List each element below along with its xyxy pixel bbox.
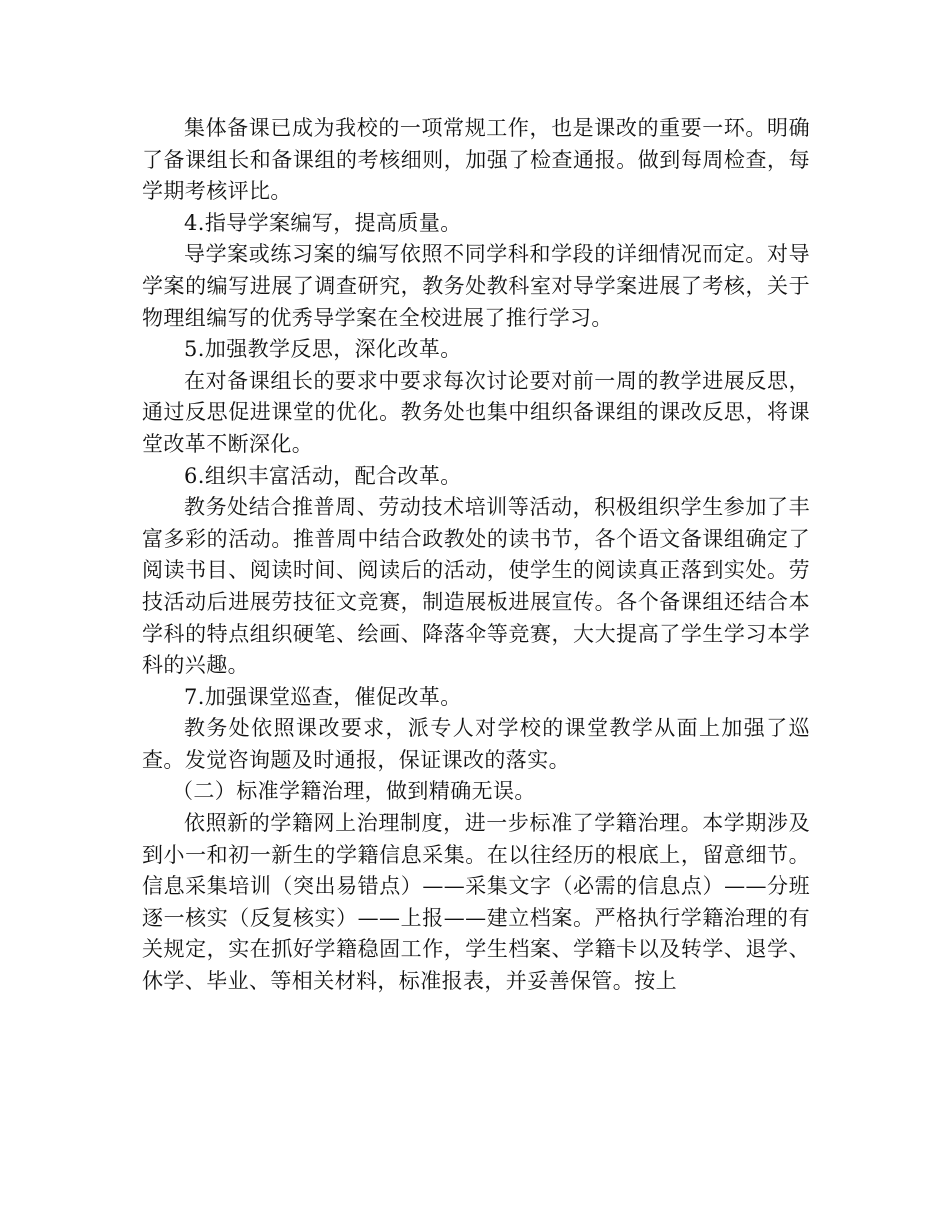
- paragraph-study-guide: 导学案或练习案的编写依照不同学科和学段的详细情况而定。对导学案的编写进展了调查研究，教务处教科室对导学案进展了考核，关于物理组编写的优秀导学案在全校进展了推行学习。: [142, 242, 810, 330]
- heading-item-5: 5.加强教学反思，深化改革。: [184, 337, 462, 362]
- heading-section-2: （二）标准学籍治理，做到精确无误。: [172, 779, 536, 804]
- paragraph-teaching-reflection: 在对备课组长的要求中要求每次讨论要对前一周的教学进展反思，通过反思促进课堂的优化。教务处也集中组织备课组的课改反思，将课堂改革不断深化。: [142, 368, 810, 456]
- heading-item-4: 4.指导学案编写，提高质量。: [184, 210, 462, 235]
- heading-item-6: 6.组织丰富活动，配合改革。: [184, 463, 462, 488]
- paragraph-student-records: 依照新的学籍网上治理制度，进一步标准了学籍治理。本学期涉及到小一和初一新生的学籍信息采集。在以往经历的根底上，留意细节。信息采集培训（突出易错点）——采集文字（必需的信息点）——分班逐一核实（反复核实）——上报——建立档案。严格执行学籍治理的有关规定，实在抓好学籍稳固工作，学生档案、学籍卡以及转学、退学、休学、毕业、等相关材料，标准报表，并妥善保管。按上: [142, 811, 810, 994]
- paragraph-classroom-inspection: 教务处依照课改要求，派专人对学校的课堂教学从面上加强了巡查。发觉咨询题及时通报，保证课改的落实。: [142, 716, 810, 772]
- document-body: [142, 113, 810, 998]
- heading-item-7: 7.加强课堂巡查，催促改革。: [184, 684, 462, 709]
- paragraph-activities: 教务处结合推普周、劳动技术培训等活动，积极组织学生参加了丰富多彩的活动。推普周中结合政教处的读书节，各个语文备课组确定了阅读书目、阅读时间、阅读后的活动，使学生的阅读真正落到实处。劳技活动后进展劳技征文竞赛，制造展板进展宣传。各个备课组还结合本学科的特点组织硬笔、绘画、降落伞等竞赛，大大提高了学生学习本学科的兴趣。: [142, 495, 810, 678]
- paragraph-collective-lesson-prep: 集体备课已成为我校的一项常规工作，也是课改的重要一环。明确了备课组长和备课组的考核细则，加强了检查通报。做到每周检查，每学期考核评比。: [142, 116, 810, 204]
